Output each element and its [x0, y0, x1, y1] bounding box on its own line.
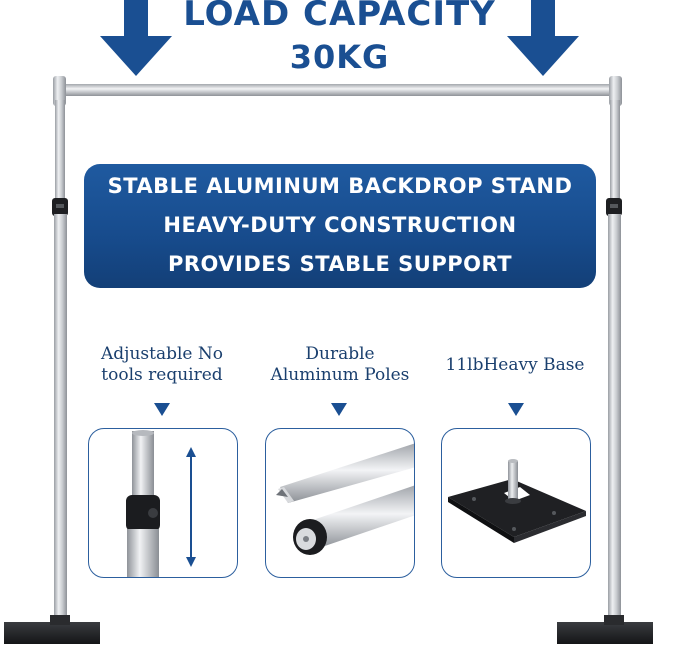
crossbar [60, 84, 622, 96]
feature-caption-base [430, 355, 600, 376]
feature-card-base [441, 428, 591, 578]
aluminum-pole-icon [266, 429, 415, 578]
feature-card-aluminum [265, 428, 415, 578]
feature-caption-adjustable [77, 344, 247, 386]
pointer-triangle-icon [508, 403, 524, 416]
banner-line-3: PROVIDES STABLE SUPPORT [167, 252, 513, 276]
feature-caption-aluminum [255, 344, 425, 386]
feature-caption-line: Adjustable No [101, 344, 223, 364]
feature-caption-line: Durable [305, 344, 375, 364]
feature-banner [84, 164, 596, 288]
load-capacity-title: LOAD CAPACITY [183, 0, 496, 34]
pointer-triangle-icon [154, 403, 170, 416]
telescopic-pole-icon [89, 429, 238, 578]
steel-base-icon [442, 429, 591, 578]
banner-line-2: HEAVY-DUTY CONSTRUCTION [163, 213, 517, 237]
feature-caption-line: Aluminum Poles [270, 365, 410, 385]
banner-line-1: STABLE ALUMINUM BACKDROP STAND [107, 174, 573, 198]
load-capacity-value: 30KG [289, 38, 390, 76]
feature-caption-line: 11lbHeavy Base [445, 355, 585, 375]
feature-card-adjustable [88, 428, 238, 578]
pointer-triangle-icon [331, 403, 347, 416]
feature-caption-line: tools required [101, 365, 223, 385]
